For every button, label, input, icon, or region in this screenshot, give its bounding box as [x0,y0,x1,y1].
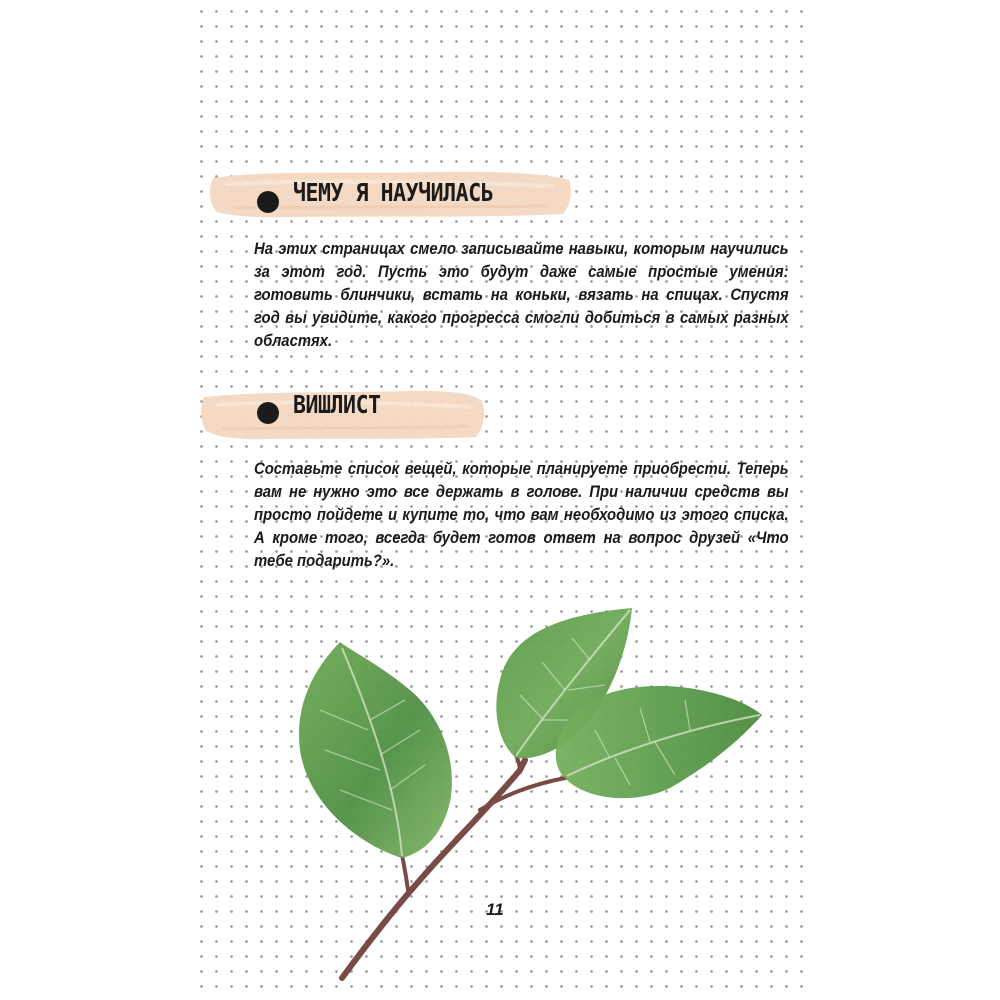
leaf-stalk [402,855,408,890]
watercolor-leaf-branch [280,590,780,990]
bullet-dot-icon [257,402,279,424]
page-number: 11 [486,900,504,919]
leaf-left [299,642,452,858]
section-heading-wishlist: ВИШЛИСТ [293,390,381,419]
section-heading-learned: ЧЕМУ Я НАУЧИЛАСЬ [293,178,494,207]
bullet-dot-icon [257,191,279,213]
section-body-wishlist: Составьте список вещей, которые планируете приобрести. Теперь вам не нужно это все держать в голове. При наличии средств вы просто пойдете и купите то, что вам необходимо из этого списка. А кроме того, всегда будет готов ответ на вопрос друзей «Что тебе подарить?». [254,460,789,570]
section-body-learned: На этих страницах смело записывайте навыки, которым научились за этот год. Пусть это будут даже самые простые умения: готовить блинчики, встать на коньки, вязать на спицах. Спустя год вы увидите, какого прогресса смогли добиться в самых разных областях. [254,240,789,350]
